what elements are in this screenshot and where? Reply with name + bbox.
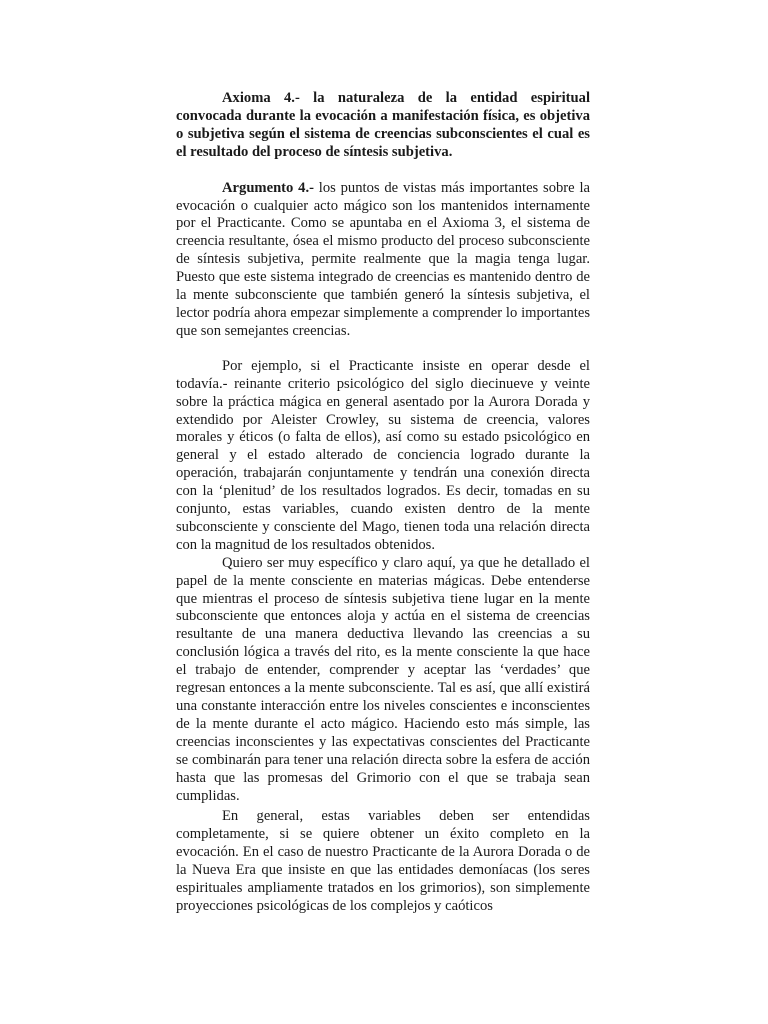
axiom-paragraph: Axioma 4.- la naturaleza de la entidad espiritual convocada durante la evocación a manifestación física, es objetiva o subjetiva según el sistema de creencias subconscientes el cual es el resultado del proceso de síntesis subjetiva. bbox=[176, 90, 590, 160]
body-paragraph-example: Por ejemplo, si el Practicante insiste en operar desde el todavía.- reinante criterio psicológico del siglo diecinueve y veinte sobre la práctica mágica en general asentado por la Aurora Dorada y extendido por Aleister Crowley, su sistema de creencia, valores morales y éticos (o falta de ellos), así como su estado psicológico en general y el estado alterado de conciencia logrado durante la operación, trabajarán conjuntamente y tendrán una conexión directa con la ‘plenitud’ de los resultados logrados. Es decir, tomadas en su conjunto, estas variables, cuando existen dentro de la mente subconsciente y consciente del Mago, tienen toda una relación directa con la magnitud de los resultados obtenidos. bbox=[176, 357, 590, 553]
text-column bbox=[176, 90, 590, 916]
argument-paragraph bbox=[176, 180, 590, 341]
argument-label: Argumento 4.- bbox=[222, 179, 314, 196]
argument-text: los puntos de vistas más importantes sobre la evocación o cualquier acto mágico son los mantenidos internamente por el Practicante. Como se apuntaba en el Axioma 3, el sistema de creencia resultante, ósea el mismo producto del proceso subconsciente de síntesis subjetiva, permite realmente que la magia tenga lugar. Puesto que este sistema integrado de creencias es mantenido dentro de la mente subconsciente que también generó la síntesis subjetiva, el lector podría ahora empezar simplemente a comprender lo importantes que son semejantes creencias. bbox=[176, 179, 590, 339]
body-paragraph-specific: Quiero ser muy específico y claro aquí, ya que he detallado el papel de la mente consciente en materias mágicas. Debe entenderse que mientras el proceso de síntesis subjetiva tiene lugar en la mente subconsciente que entonces aloja y actúa en el sistema de creencias resultante de una manera deductiva llevando las creencias a su conclusión lógica a través del rito, es la mente consciente la que hace el trabajo de entender, comprender y aceptar las ‘verdades’ que regresan entonces a la mente subconsciente. Tal es así, que allí existirá una constante interacción entre los niveles conscientes e inconscientes de la mente durante el acto mágico. Haciendo esto más simple, las creencias inconscientes y las expectativas conscientes del Practicante se combinarán para tener una relación directa sobre la esfera de acción hasta que las promesas del Grimorio con el que se trabaja sean cumplidas. bbox=[176, 554, 590, 804]
body-paragraph-general: En general, estas variables deben ser entendidas completamente, si se quiere obtener un éxito completo en la evocación. En el caso de nuestro Practicante de la Aurora Dorada o de la Nueva Era que insiste en que las entidades demoníacas (los seres espirituales ampliamente tratados en los grimorios), son simplemente proyecciones psicológicas de los complejos y caóticos bbox=[176, 808, 590, 914]
